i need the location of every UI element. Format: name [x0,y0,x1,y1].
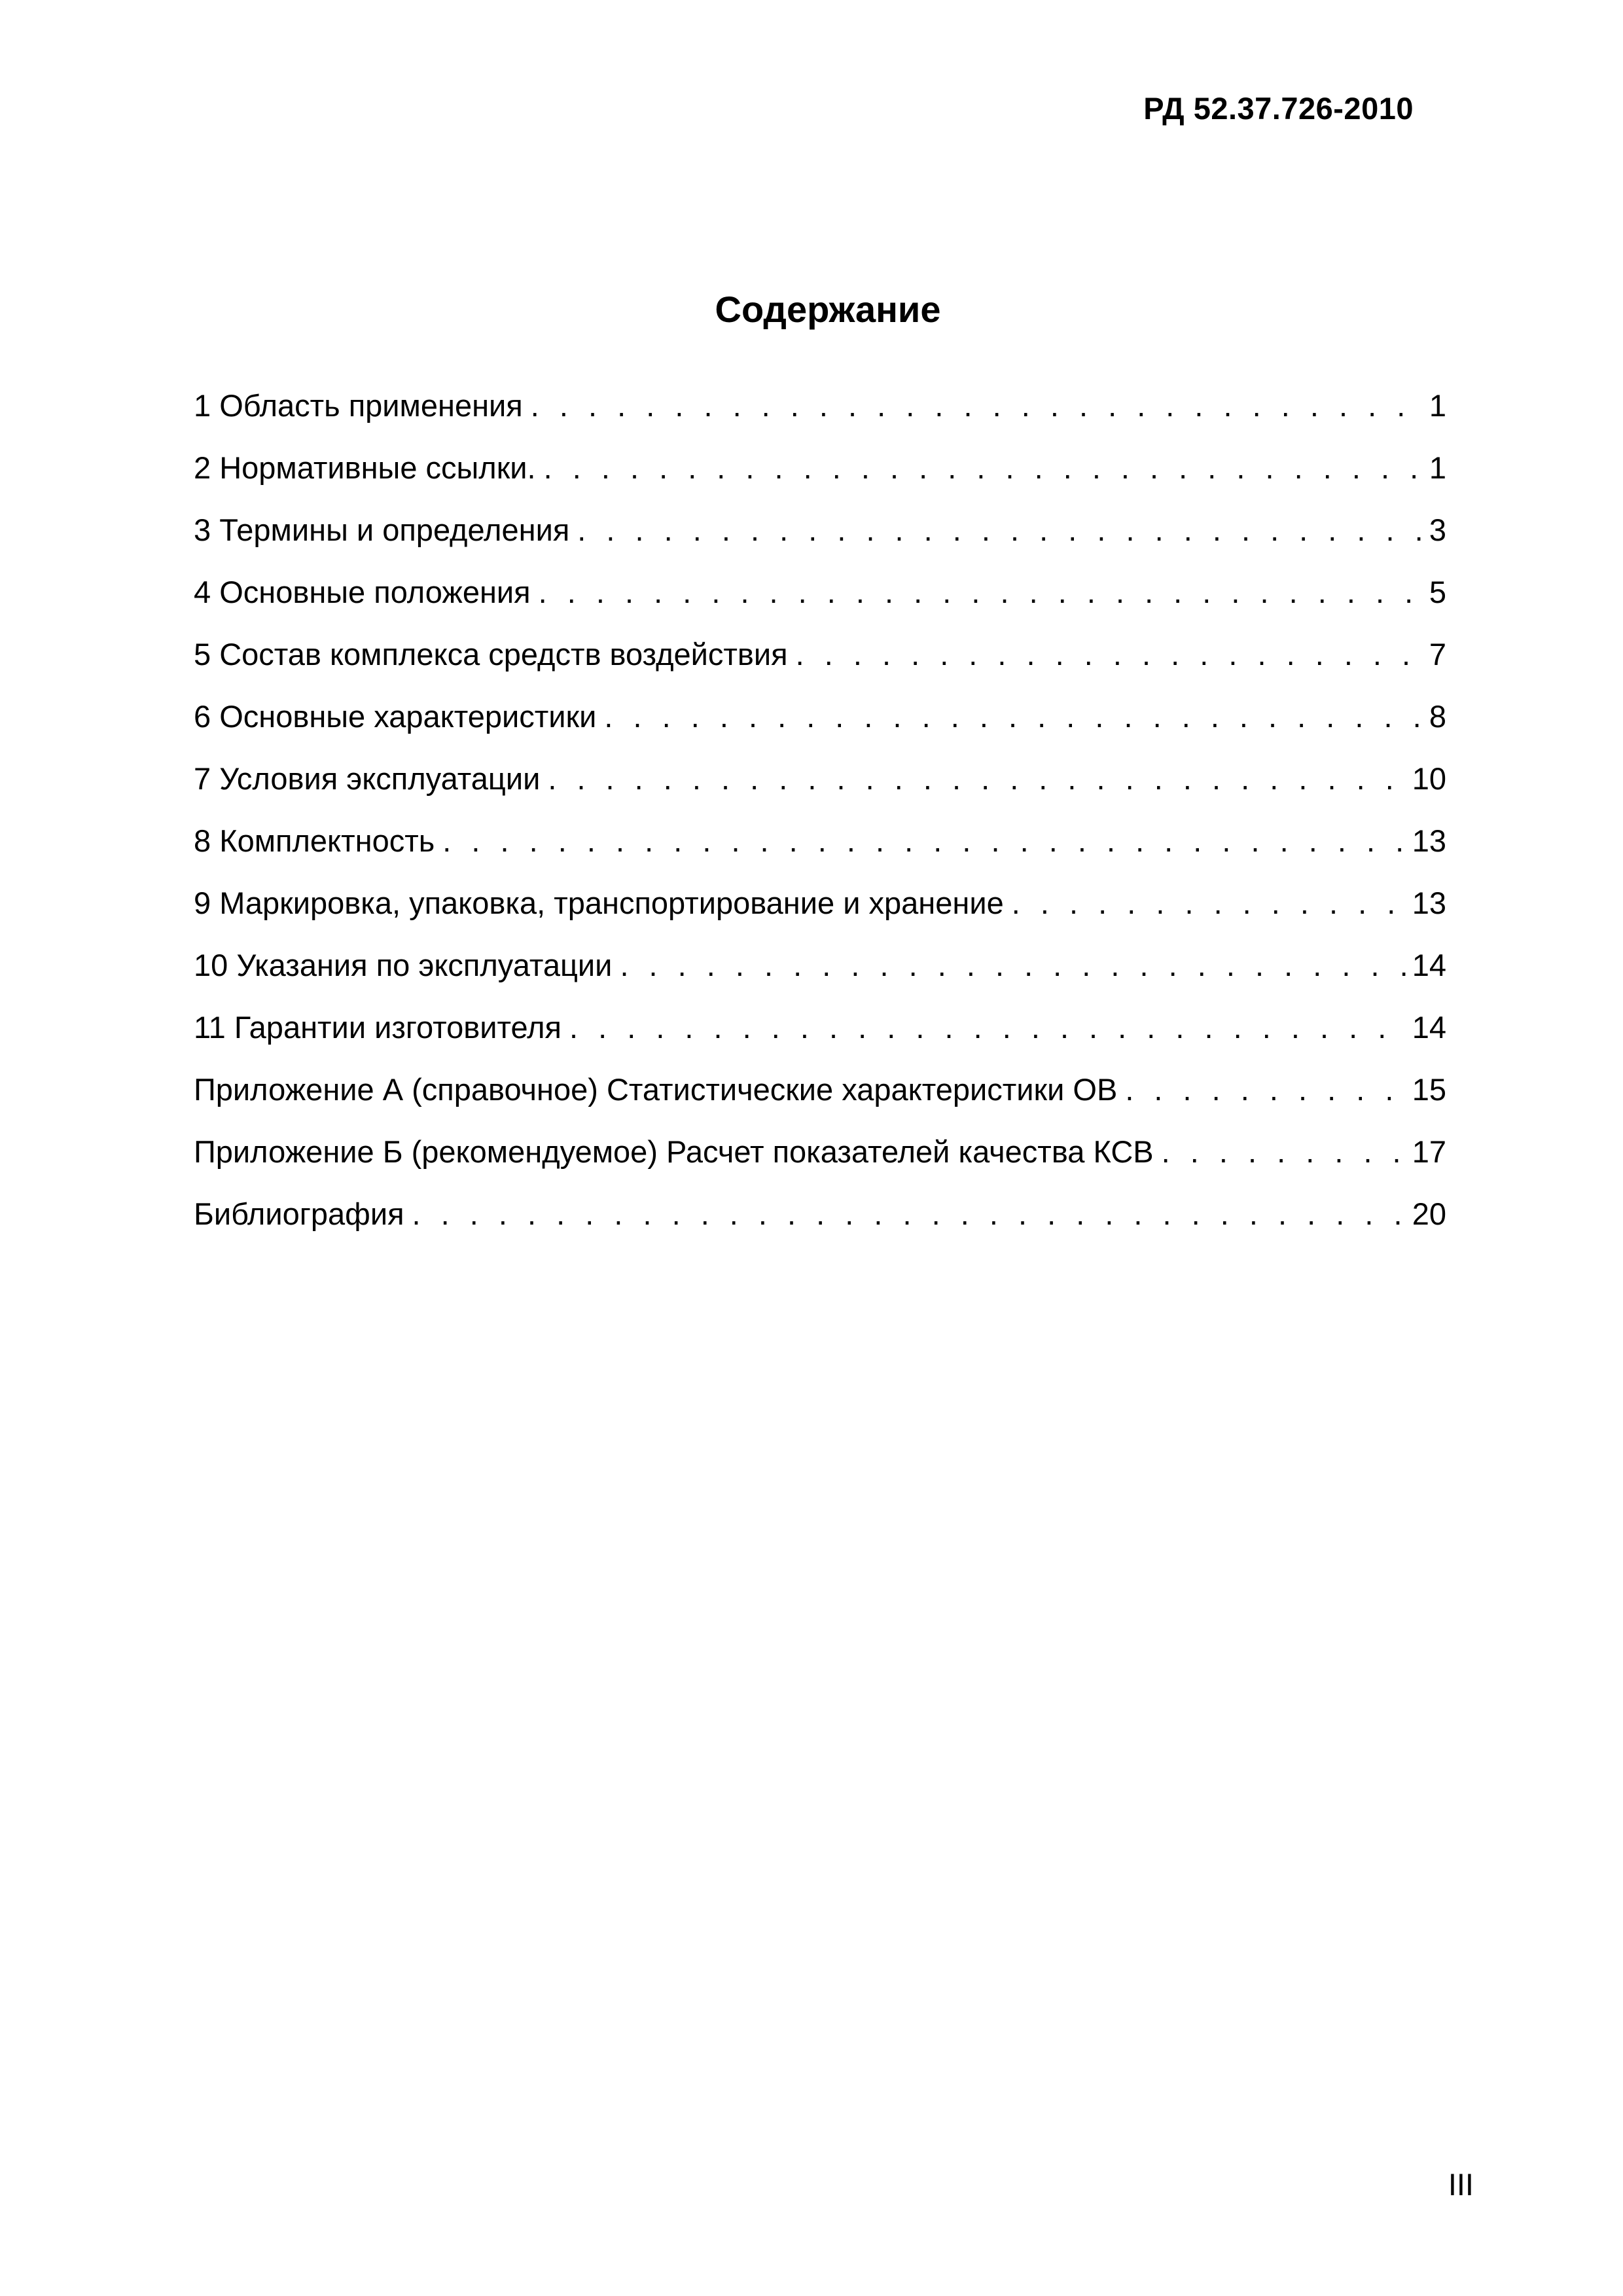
dot-leader [539,574,1424,610]
toc-title: Содержание [715,289,941,330]
dot-leader [620,947,1406,983]
toc-entry-label: 9 Маркировка, упаковка, транспортирование и хранение [194,886,1004,920]
toc-entry-label: 6 Основные характеристики [194,699,597,734]
toc-entry-label: 11 Гарантии изготовителя [194,1010,562,1045]
page-number: III [1448,2167,1474,2202]
toc-entry-label: 4 Основные положения [194,575,531,609]
toc-entry-page: 3 [1429,512,1446,547]
dot-leader [604,698,1423,734]
dot-leader [1012,885,1407,921]
toc-entry-page: 8 [1429,699,1446,734]
dot-leader [1125,1071,1406,1107]
toc-entry-page: 7 [1429,637,1446,672]
dot-leader [796,636,1424,672]
dot-leader [531,387,1424,423]
toc-entry-page: 20 [1412,1196,1446,1231]
dot-leader [442,823,1406,859]
toc-entry-10[interactable] [194,947,1446,1009]
table-of-contents [194,387,1446,1258]
dot-leader [569,1009,1407,1045]
toc-entry-3[interactable] [194,512,1446,574]
toc-entry-7[interactable] [194,761,1446,823]
toc-entry-page: 1 [1429,450,1446,485]
toc-entry-4[interactable] [194,574,1446,636]
toc-entry-page: 17 [1412,1134,1446,1169]
toc-entry-label: Приложение Б (рекомендуемое) Расчет показателей качества КСВ [194,1134,1154,1169]
toc-entry-2[interactable] [194,450,1446,512]
toc-entry-bibliography[interactable] [194,1196,1446,1258]
toc-entry-label: 8 Комплектность [194,823,435,858]
toc-entry-page: 13 [1412,886,1446,920]
dot-leader [412,1196,1407,1232]
toc-entry-5[interactable] [194,636,1446,698]
toc-entry-appendix-a[interactable] [194,1071,1446,1134]
toc-entry-11[interactable] [194,1009,1446,1071]
toc-entry-label: Библиография [194,1196,404,1231]
toc-entry-appendix-b[interactable] [194,1134,1446,1196]
toc-entry-8[interactable] [194,823,1446,885]
toc-entry-9[interactable] [194,885,1446,947]
toc-entry-page: 15 [1412,1072,1446,1107]
toc-entry-page: 1 [1429,388,1446,423]
toc-entry-page: 14 [1412,948,1446,982]
toc-entry-label: Приложение А (справочное) Статистические характеристики ОВ [194,1072,1118,1107]
toc-entry-page: 10 [1412,761,1446,796]
toc-entry-6[interactable] [194,698,1446,761]
dot-leader [548,761,1406,797]
toc-entry-1[interactable] [194,387,1446,450]
toc-entry-label: 10 Указания по эксплуатации [194,948,613,982]
toc-entry-page: 13 [1412,823,1446,858]
toc-entry-label: 3 Термины и определения [194,512,570,547]
dot-leader [1162,1134,1407,1170]
toc-entry-page: 14 [1412,1010,1446,1045]
dot-leader [577,512,1424,548]
toc-entry-label: 1 Область применения [194,388,523,423]
dot-leader [544,450,1424,486]
toc-entry-label: 7 Условия эксплуатации [194,761,541,796]
toc-entry-page: 5 [1429,575,1446,609]
toc-entry-label: 5 Состав комплекса средств воздействия [194,637,788,672]
toc-entry-label: 2 Нормативные ссылки. [194,450,536,485]
document-code: РД 52.37.726-2010 [1143,91,1414,126]
